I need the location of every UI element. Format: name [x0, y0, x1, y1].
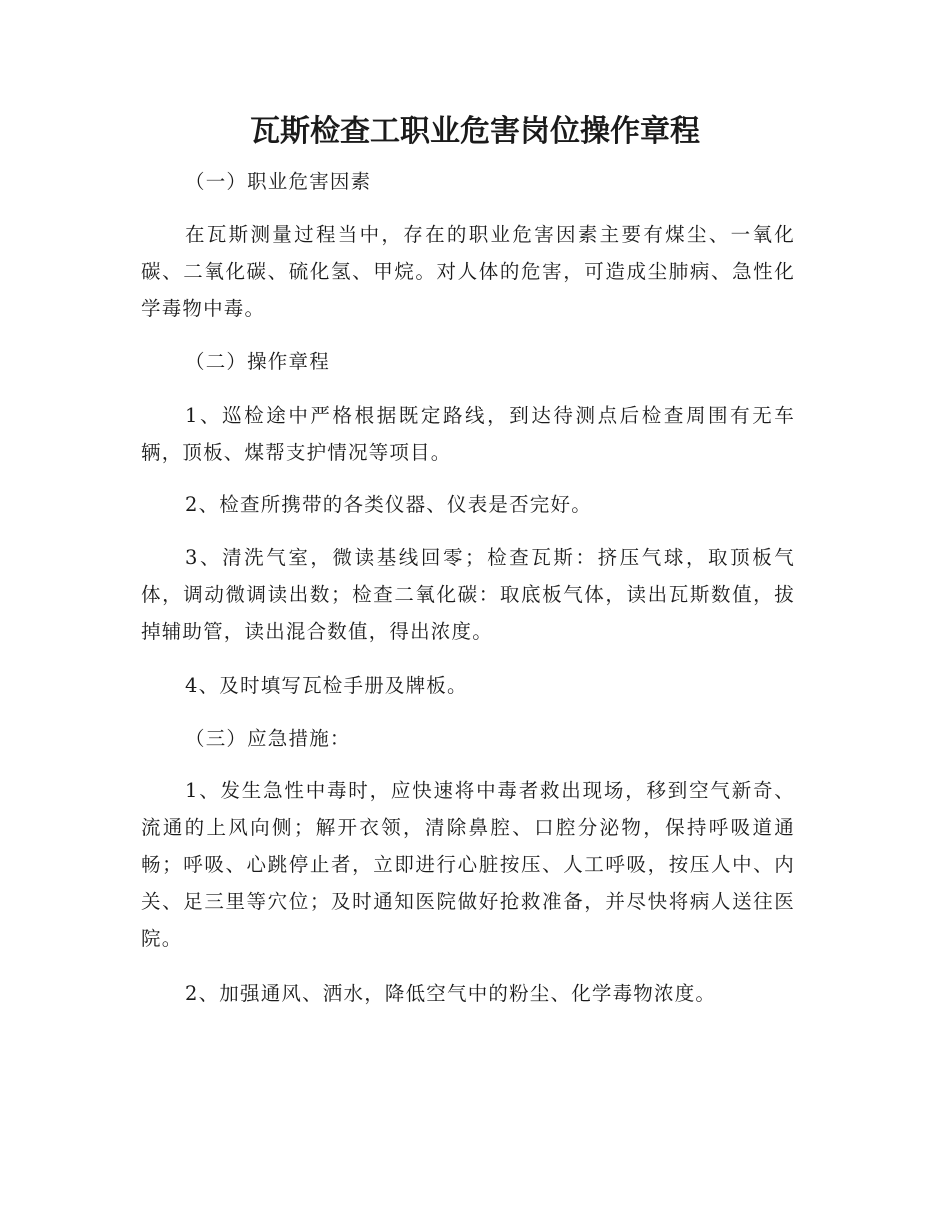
section-heading-emergency-measures: （三）应急措施：: [185, 727, 351, 750]
section-heading-operating-rules: （二）操作章程: [185, 350, 330, 373]
paragraph-rule-1: 1、巡检途中严格根据既定路线，到达待测点后检查周围有无车辆，顶板、煤帮支护情况等项目。: [141, 404, 795, 464]
section-heading-hazard-factors: （一）职业危害因素: [185, 170, 372, 193]
paragraph-emergency-2: 2、加强通风、洒水，降低空气中的粉尘、化学毒物浓度。: [185, 982, 717, 1005]
paragraph-emergency-1: 1、发生急性中毒时，应快速将中毒者救出现场，移到空气新奇、流通的上风向侧；解开衣领，清除鼻腔、口腔分泌物，保持呼吸道通畅；呼吸、心跳停止者，立即进行心脏按压、人工呼吸，按压人中、内关、足三里等穴位；及时通知医院做好抢救准备，并尽快将病人送往医院。: [141, 779, 795, 950]
paragraph-rule-3: 3、清洗气室，微读基线回零；检查瓦斯：挤压气球，取顶板气体，调动微调读出数；检查二氧化碳：取底板气体，读出瓦斯数值，拔掉辅助管，读出混合数值，得出浓度。: [141, 546, 795, 643]
paragraph-rule-2: 2、检查所携带的各类仪器、仪表是否完好。: [185, 493, 592, 516]
document-title: 瓦斯检查工职业危害岗位操作章程: [250, 114, 700, 149]
paragraph-rule-4: 4、及时填写瓦检手册及牌板。: [185, 674, 468, 697]
paragraph-hazard-factors: 在瓦斯测量过程当中，存在的职业危害因素主要有煤尘、一氧化碳、二氧化碳、硫化氢、甲烷。对人体的危害，可造成尘肺病、急性化学毒物中毒。: [141, 223, 795, 320]
